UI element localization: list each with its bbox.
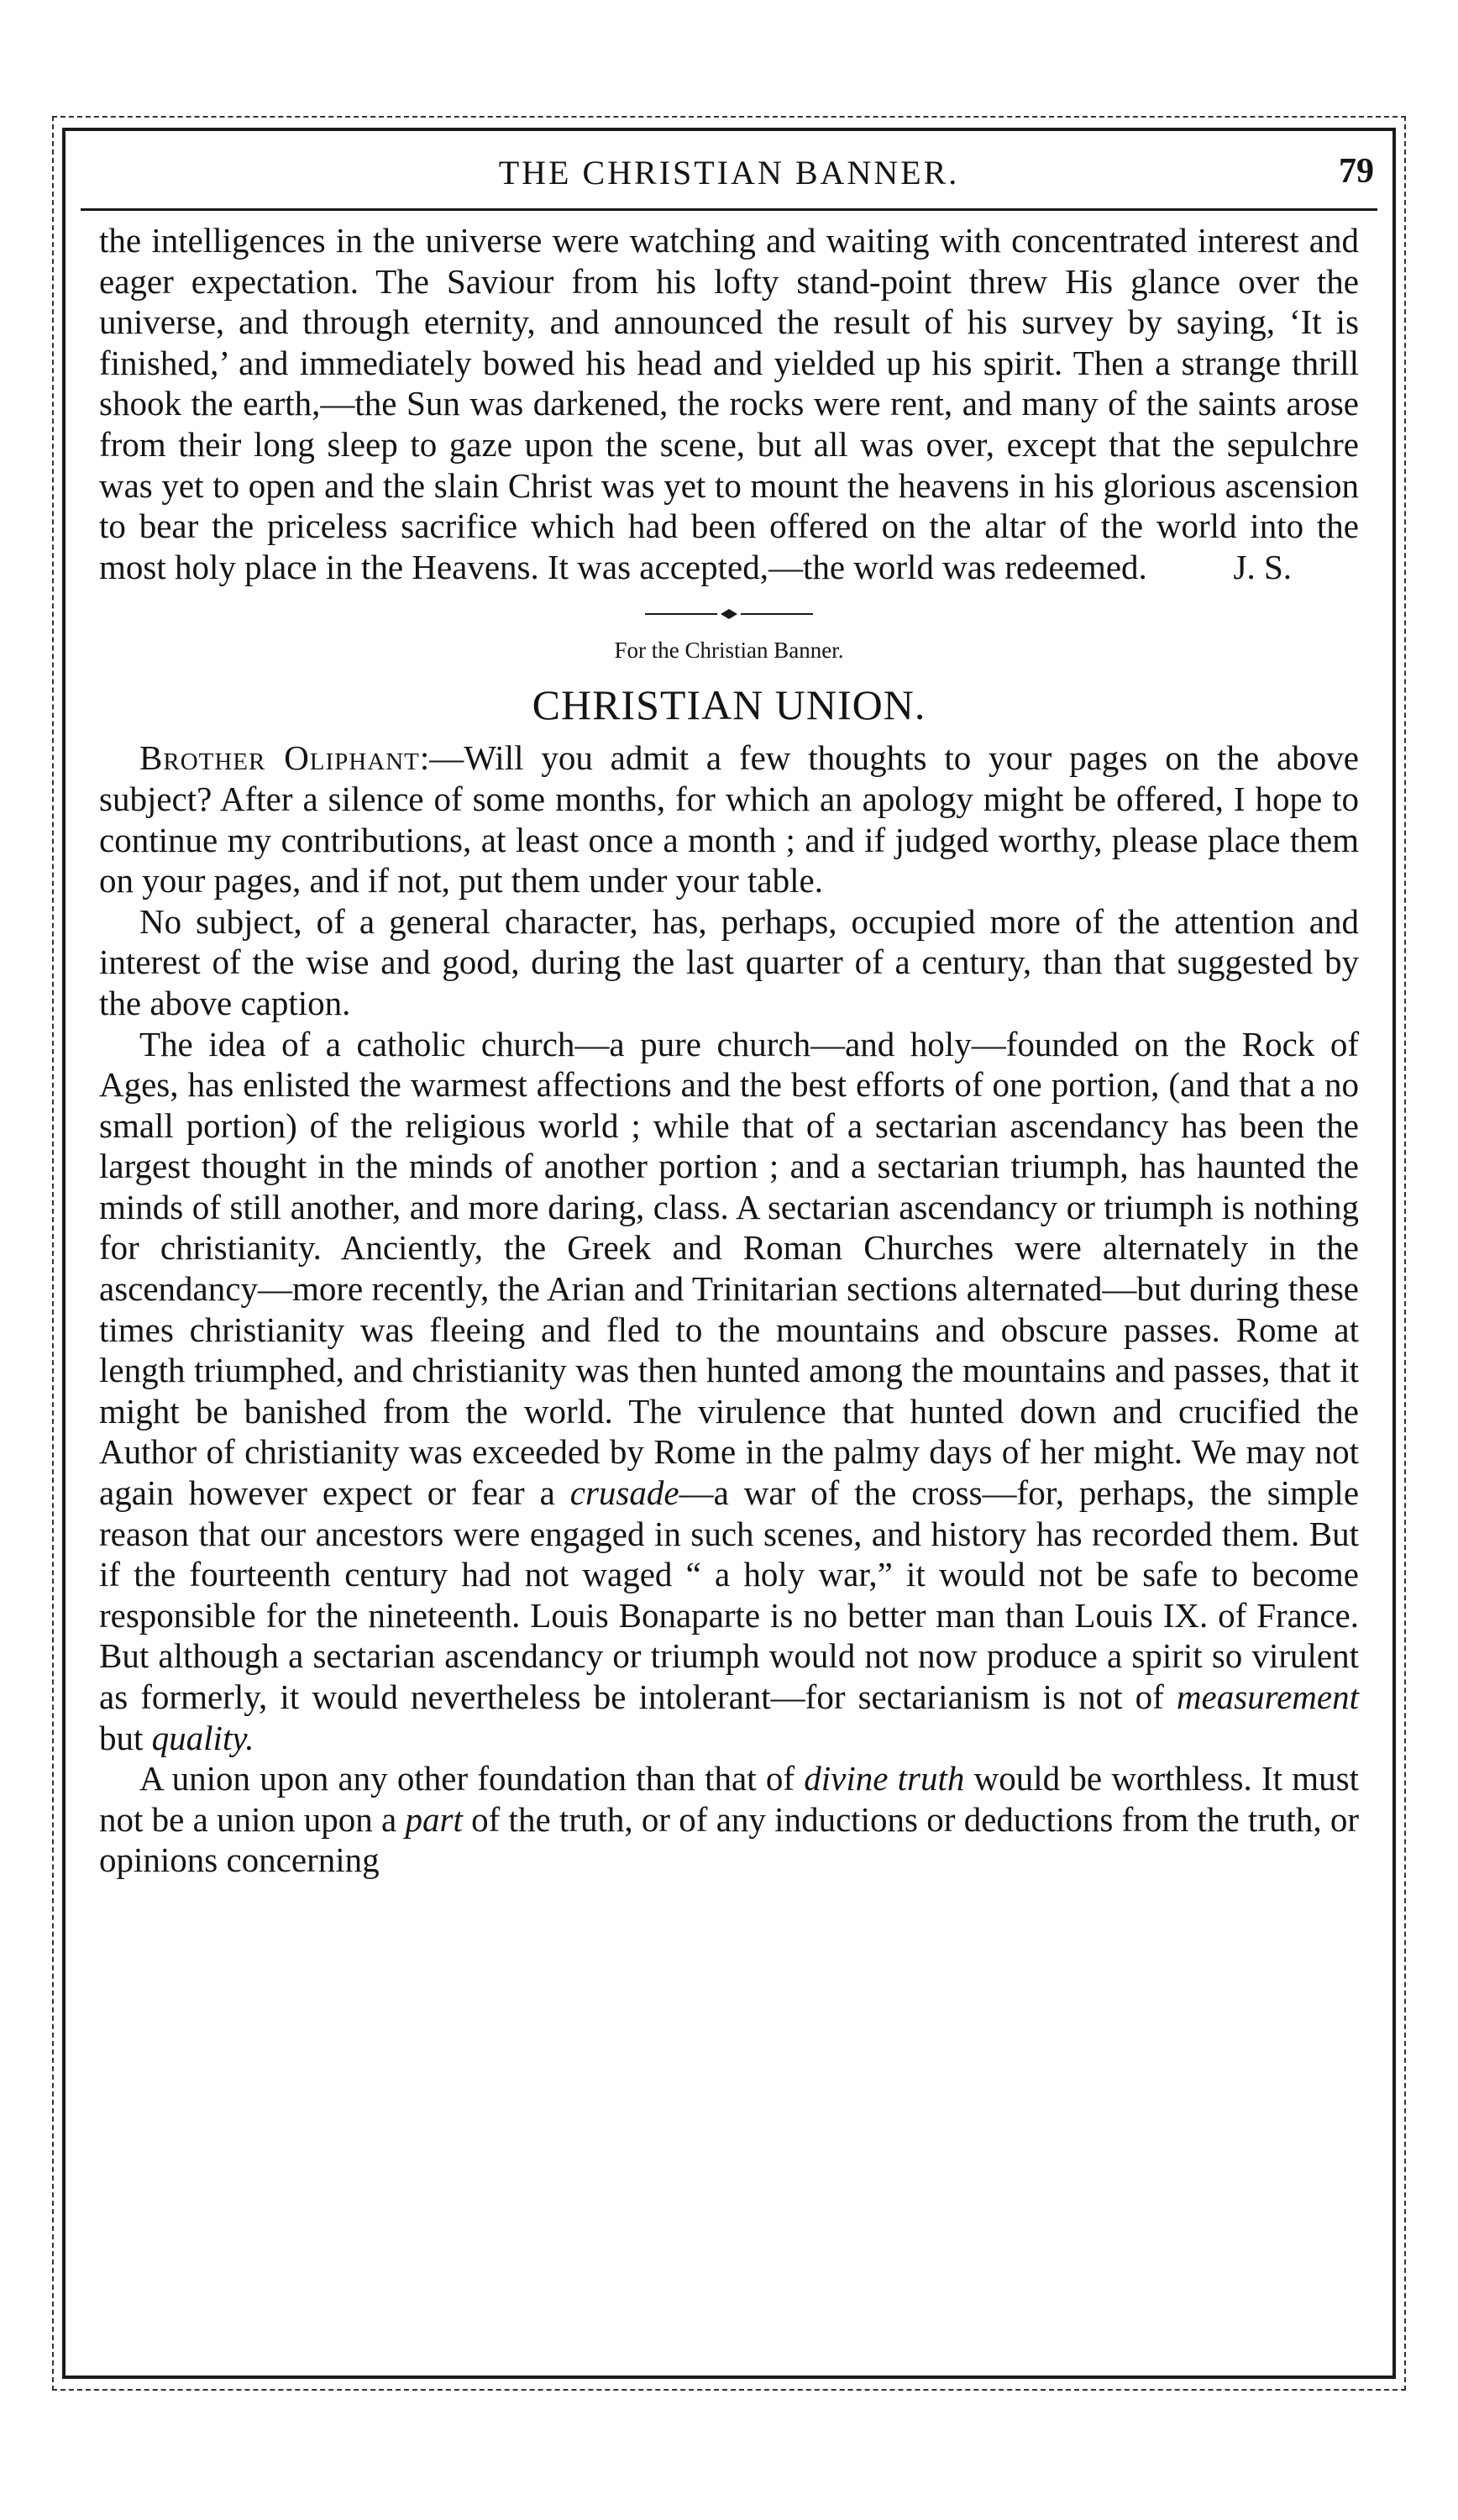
author-signature: J. S. <box>1233 547 1292 586</box>
header-rule <box>81 208 1377 211</box>
page-number: 79 <box>1339 152 1374 191</box>
paragraph-3-text-a: The idea of a catholic church—a pure church—and holy—founded on the Rock of Ages, has enlisted the warmest affections and the best efforts of one portion, (and that a no small portion) of the religious world ; while that of a sectarian ascendancy has been the largest thought in the minds of another portion ; and a sectarian triumph, has haunted the minds of still another, and more daring, class. A sectarian ascendancy or triumph is nothing for christianity. Anciently, the Greek and Roman Churches were alternately in the ascendancy—more recently, the Arian and Trinitarian sections alternated—but during these times christianity was fleeing and fled to the mountains and obscure passes. Rome at length triumphed, and christianity was then hunted among the mountains and passes, that it might be banished from the world. The virulence that hunted down and crucified the Author of christianity was exceeded by Rome in the palmy days of her might. We may not again however expect or fear a <box>99 1024 1359 1513</box>
emphasis-part: part <box>405 1799 463 1839</box>
paragraph-2: No subject, of a general character, has, perhaps, occupied more of the attention and interest of the wise and good, during the last quarter of a century, than that suggested by the above caption. <box>99 901 1359 1022</box>
article-credit: For the Christian Banner. <box>614 638 844 664</box>
continuation-text: the intelligences in the universe were watching and waiting with concentrated interest and eager expectation. The Saviour from his lofty stand-point threw His glance over the universe, and through eternity, and announced the result of his survey by saying, ‘It is finished,’ and immediately bowed his head and yielded up his spirit. Then a strange thrill shook the earth,—the Sun was darkened, the rocks were rent, and many of the saints arose from their long sleep to gaze upon the scene, but all was over, except that the sepulchre was yet to open and the slain Christ was yet to mount the heavens in his glorious ascension to bear the priceless sacrifice which had been offered on the altar of the world into the most holy place in the Heavens. It was accepted,—the world was redeemed. <box>99 221 1359 586</box>
page-body <box>99 220 1359 1881</box>
emphasis-crusade: crusade <box>569 1473 679 1513</box>
article-continuation-paragraph <box>99 220 1359 587</box>
emphasis-divine-truth: divine truth <box>804 1759 965 1798</box>
section-divider-ornament <box>99 597 1359 631</box>
paragraph-3-text-c: but <box>99 1718 144 1757</box>
paragraph-3 <box>99 1024 1359 1759</box>
article-title: CHRISTIAN UNION. <box>532 681 926 729</box>
paragraph-1 <box>99 738 1359 900</box>
paragraph-4-text-b: would be worthless. It must not be a union upon a <box>99 1759 1360 1839</box>
running-title: THE CHRISTIAN BANNER. <box>498 154 960 192</box>
paragraph-4-text-a: A union upon any other foundation than that of <box>139 1759 795 1798</box>
paragraph-3-text-b: —a war of the cross—for, perhaps, the simple reason that our ancestors were engaged in such scenes, and history has recorded them. But if the fourteenth century had not waged “ a holy war,” it would not be safe to become responsible for the nineteenth. Louis Bonaparte is no better man than Louis IX. of France. But although a sectarian ascendancy or triumph would not now produce a spirit so virulent as formerly, it would nevertheless be intolerant—for sectarianism is not of <box>99 1473 1360 1716</box>
salutation: Brother Oliphant <box>139 738 420 778</box>
paragraph-4 <box>99 1758 1359 1881</box>
emphasis-measurement: measurement <box>1176 1677 1359 1716</box>
emphasis-quality: quality. <box>151 1718 254 1757</box>
paragraph-1-text: :—Will you admit a few thoughts to your pages on the above subject? After a silence of some months, for which an apology might be offered, I hope to continue my contributions, at least once a month ; and if judged worthy, please place them on your pages, and if not, put them under your table. <box>99 738 1359 900</box>
divider-flourish-icon <box>637 597 821 631</box>
page-header <box>81 141 1377 208</box>
paragraph-4-text-c: of the truth, or of any inductions or deductions from the truth, or opinions concerning <box>99 1799 1360 1880</box>
